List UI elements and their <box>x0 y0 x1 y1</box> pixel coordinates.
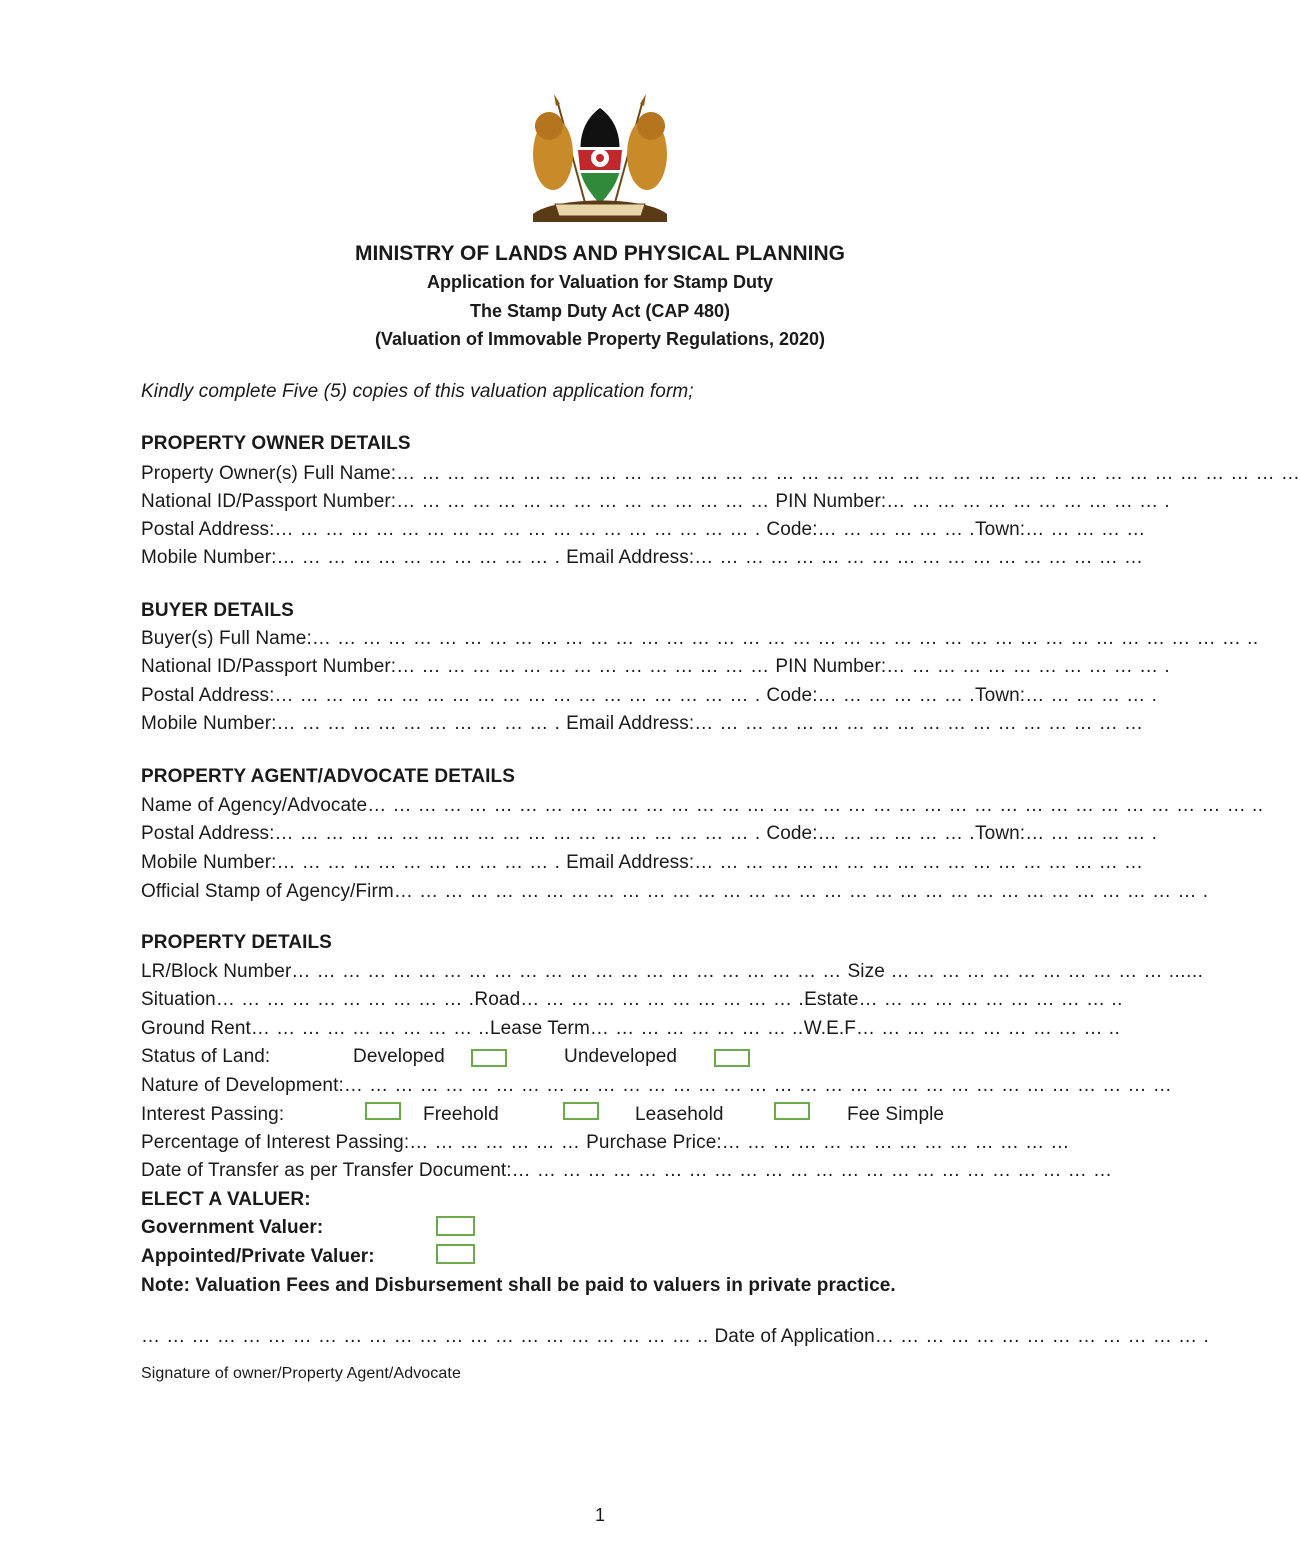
lr-block-label: LR/Block Number <box>141 961 292 982</box>
buyer-mobile-label: Mobile Number: <box>141 713 277 734</box>
freehold-checkbox[interactable] <box>365 1102 401 1120</box>
date-transfer-label: Date of Transfer as per Transfer Document: <box>141 1160 512 1181</box>
owner-mobile-label: Mobile Number: <box>141 547 277 568</box>
government-valuer-checkbox[interactable] <box>436 1216 475 1236</box>
owner-id-field[interactable]: National ID/Passport Number:… … … … … … … … … … … … … … … PIN Number:… … … … … … … … … … … . <box>141 491 1171 512</box>
agent-postal-label: Postal Address: <box>141 823 275 844</box>
agent-section-title: PROPERTY AGENT/ADVOCATE DETAILS <box>141 766 515 787</box>
buyer-full-name-label: Buyer(s) Full Name: <box>141 628 312 649</box>
valuation-fees-note: Note: Valuation Fees and Disbursement shall be paid to valuers in private practice. <box>141 1275 896 1296</box>
page-number: 1 <box>594 1505 605 1525</box>
buyer-postal-field[interactable]: Postal Address:… … … … … … … … … … … … … … … … … … … . Code:… … … … … … .Town:… … … … … . <box>141 685 1158 706</box>
buyer-pin-label: PIN Number: <box>775 656 887 677</box>
owner-postal-field[interactable]: Postal Address:… … … … … … … … … … … … … … … … … … … . Code:… … … … … … .Town:… … … … … <box>141 519 1146 540</box>
percentage-field[interactable]: Percentage of Interest Passing:… … … … … … … Purchase Price:… … … … … … … … … … … … … … <box>141 1132 1070 1153</box>
owner-section-title: PROPERTY OWNER DETAILS <box>141 433 411 454</box>
signature-dots: … … … … … … … … … … … … … … … … … … … … … … .. <box>141 1326 715 1347</box>
instruction-text: Kindly complete Five (5) copies of this valuation application form; <box>141 381 694 402</box>
lease-term-label: Lease Term <box>489 1018 590 1039</box>
agent-email-label: Email Address: <box>566 852 695 873</box>
owner-code-label: Code: <box>766 519 818 540</box>
wef-label: W.E.F <box>803 1018 856 1039</box>
elect-valuer-title: ELECT A VALUER: <box>141 1189 311 1210</box>
owner-id-label: National ID/Passport Number: <box>141 491 397 512</box>
nature-label: Nature of Development: <box>141 1075 344 1096</box>
situation-label: Situation <box>141 989 216 1010</box>
leasehold-label: Leasehold <box>635 1104 724 1125</box>
date-of-application-label: Date of Application <box>714 1326 875 1347</box>
leasehold-checkbox[interactable] <box>563 1102 599 1120</box>
estate-label: Estate <box>804 989 859 1010</box>
size-label: Size <box>847 961 885 982</box>
owner-mobile-field[interactable]: Mobile Number:… … … … … … … … … … … . Email Address:… … … … … … … … … … … … … … … … … … <box>141 547 1144 568</box>
agent-town-label: Town: <box>975 823 1026 844</box>
lr-block-field[interactable]: LR/Block Number… … … … … … … … … … … … … … … … … … … … … … Size … … … … … … … … … … … ...... <box>141 961 1204 982</box>
status-of-land-label: Status of Land: <box>141 1046 271 1067</box>
signature-line[interactable]: … … … … … … … … … … … … … … … … … … … … … … .. Date of Application… … … … … … … … … … … … … . <box>141 1326 1210 1347</box>
property-section-title: PROPERTY DETAILS <box>141 932 332 953</box>
agent-name-field[interactable]: Name of Agency/Advocate… … … … … … … … … … … … … … … … … … … … … … … … … … … … … … … … … … … .. <box>141 795 1264 816</box>
buyer-code-label: Code: <box>766 685 818 706</box>
agent-mobile-label: Mobile Number: <box>141 852 277 873</box>
buyer-postal-label: Postal Address: <box>141 685 275 706</box>
road-label: Road <box>474 989 521 1010</box>
buyer-section-title: BUYER DETAILS <box>141 600 294 621</box>
freehold-label: Freehold <box>423 1104 499 1125</box>
private-valuer-checkbox[interactable] <box>436 1244 475 1264</box>
owner-postal-label: Postal Address: <box>141 519 275 540</box>
buyer-full-name-field[interactable]: Buyer(s) Full Name:… … … … … … … … … … … … … … … … … … … … … … … … … … … … … … … … … … … … … .. <box>141 628 1259 649</box>
nature-of-development-field[interactable]: Nature of Development:… … … … … … … … … … … … … … … … … … … … … … … … … … … … … … … … … <box>141 1075 1173 1096</box>
agent-stamp-label: Official Stamp of Agency/Firm <box>141 881 394 902</box>
buyer-id-label: National ID/Passport Number: <box>141 656 397 677</box>
interest-passing-label: Interest Passing: <box>141 1104 285 1125</box>
ground-rent-field[interactable]: Ground Rent… … … … … … … … … ..Lease Term… … … … … … … … ..W.E.F… … … … … … … … … … .. <box>141 1018 1121 1039</box>
owner-pin-label: PIN Number: <box>775 491 887 512</box>
fee-simple-label: Fee Simple <box>847 1104 945 1125</box>
agent-name-label: Name of Agency/Advocate <box>141 795 368 816</box>
owner-town-label: Town: <box>975 519 1026 540</box>
agent-mobile-field[interactable]: Mobile Number:… … … … … … … … … … … . Email Address:… … … … … … … … … … … … … … … … … … <box>141 852 1144 873</box>
buyer-email-label: Email Address: <box>566 713 695 734</box>
developed-checkbox[interactable] <box>471 1049 507 1067</box>
developed-label: Developed <box>353 1046 445 1067</box>
private-valuer-label: Appointed/Private Valuer: <box>141 1246 375 1267</box>
undeveloped-label: Undeveloped <box>564 1046 678 1067</box>
ministry-title: MINISTRY OF LANDS AND PHYSICAL PLANNING <box>354 242 846 265</box>
regulations-title: (Valuation of Immovable Property Regulations, 2020) <box>374 329 826 349</box>
buyer-id-field[interactable]: National ID/Passport Number:… … … … … … … … … … … … … … … PIN Number:… … … … … … … … … … … . <box>141 656 1171 677</box>
agent-postal-field[interactable]: Postal Address:… … … … … … … … … … … … … … … … … … … . Code:… … … … … … .Town:… … … … … . <box>141 823 1158 844</box>
form-title: Application for Valuation for Stamp Duty <box>426 272 774 292</box>
signature-caption: Signature of owner/Property Agent/Advocate <box>141 1365 461 1382</box>
coat-of-arms-logo <box>525 92 675 230</box>
buyer-town-label: Town: <box>975 685 1026 706</box>
act-title: The Stamp Duty Act (CAP 480) <box>469 301 731 321</box>
owner-full-name-label: Property Owner(s) Full Name: <box>141 463 397 484</box>
ground-rent-label: Ground Rent <box>141 1018 251 1039</box>
owner-full-name-field[interactable]: Property Owner(s) Full Name:… … … … … … … … … … … … … … … … … … … … … … … … … … … … … … … … … … … … <box>141 463 1300 484</box>
percentage-label: Percentage of Interest Passing: <box>141 1132 410 1153</box>
purchase-price-label: Purchase Price: <box>586 1132 722 1153</box>
owner-email-label: Email Address: <box>566 547 695 568</box>
agent-stamp-field[interactable]: Official Stamp of Agency/Firm… … … … … … … … … … … … … … … … … … … … … … … … … … … … … … … … . <box>141 881 1209 902</box>
government-valuer-label: Government Valuer: <box>141 1217 324 1238</box>
buyer-mobile-field[interactable]: Mobile Number:… … … … … … … … … … … . Email Address:… … … … … … … … … … … … … … … … … … <box>141 713 1144 734</box>
agent-code-label: Code: <box>766 823 818 844</box>
situation-field[interactable]: Situation… … … … … … … … … … .Road… … … … … … … … … … … .Estate… … … … … … … … … … .. <box>141 989 1123 1010</box>
undeveloped-checkbox[interactable] <box>714 1049 750 1067</box>
fee-simple-checkbox[interactable] <box>774 1102 810 1120</box>
date-of-transfer-field[interactable]: Date of Transfer as per Transfer Document:… … … … … … … … … … … … … … … … … … … … … … … … <box>141 1160 1113 1181</box>
